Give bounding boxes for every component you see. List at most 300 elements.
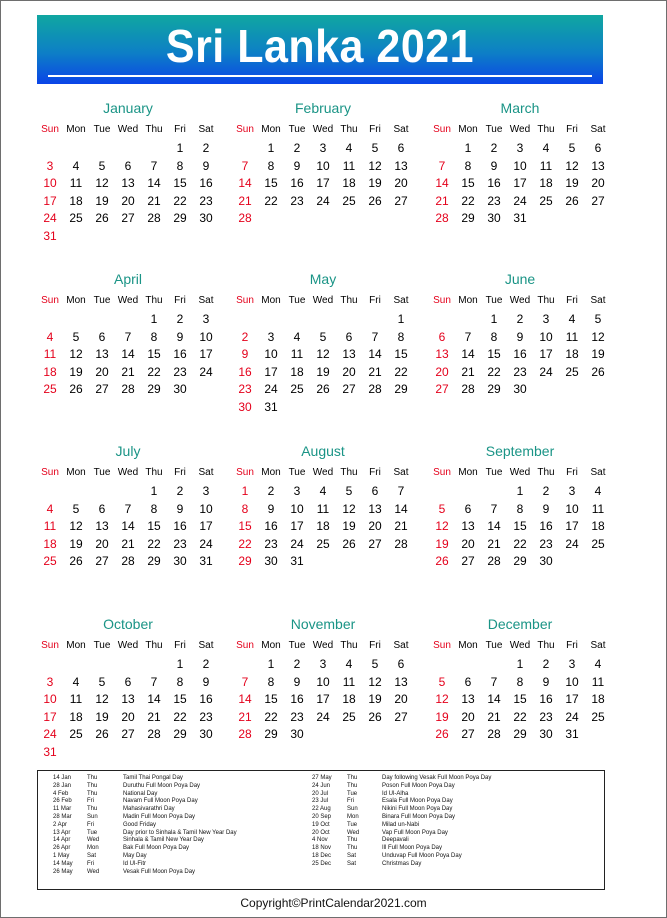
day-cell: 27 (95, 382, 109, 397)
month-name: March (500, 100, 540, 116)
day-cell: 21 (368, 364, 382, 379)
holiday-row (312, 853, 592, 861)
day-cell: 13 (435, 347, 449, 362)
day-cell: 19 (69, 536, 83, 551)
weekday-header: Fri (174, 124, 186, 135)
weekday-header: Fri (566, 124, 578, 135)
day-cell: 1 (150, 484, 158, 498)
weekday-header: Mon (458, 124, 478, 135)
weekday-header: Sun (41, 295, 59, 306)
weekday-header: Mon (458, 640, 478, 651)
day-cell: 6 (124, 674, 132, 689)
day-cell: 26 (368, 709, 382, 724)
day-cell: 20 (461, 536, 475, 551)
day-cell: 9 (176, 501, 184, 516)
day-cell: 13 (121, 692, 135, 707)
weekday-header: Thu (145, 295, 163, 306)
day-cell: 21 (147, 193, 161, 208)
weekday-header: Tue (485, 640, 503, 651)
holiday-day: Tue (347, 821, 358, 828)
day-cell: 25 (43, 554, 57, 569)
holiday-name: Ill Full Moon Poya Day (382, 845, 443, 852)
day-cell: 5 (438, 501, 446, 516)
holiday-date: 28 Jan (53, 782, 72, 789)
day-cell: 10 (264, 347, 278, 362)
day-cell: 9 (542, 501, 550, 516)
holiday-day: Sun (87, 813, 98, 820)
day-cell: 20 (121, 193, 135, 208)
holiday-name: Vap Full Moon Poya Day (382, 829, 448, 836)
day-cell: 26 (95, 211, 109, 226)
weekday-header: Fri (369, 124, 381, 135)
day-cell: 27 (591, 193, 605, 208)
day-cell: 13 (394, 158, 408, 173)
day-cell: 16 (199, 176, 213, 191)
holiday-name: Poson Full Moon Poya Day (382, 782, 455, 789)
holiday-date: 23 Jul (312, 798, 329, 805)
day-cell: 26 (69, 382, 83, 397)
day-cell: 9 (293, 158, 301, 173)
day-cell: 22 (513, 709, 527, 724)
holiday-day: Wed (87, 837, 100, 844)
day-cell: 11 (290, 347, 304, 362)
weekday-header: Sun (41, 640, 59, 651)
day-cell: 2 (490, 141, 498, 155)
weekday-header: Sat (198, 640, 214, 651)
weekday-header: Tue (288, 295, 306, 306)
weekday-header: Mon (261, 124, 281, 135)
day-cell: 9 (202, 674, 210, 689)
day-cell: 30 (264, 554, 278, 569)
day-cell: 19 (69, 364, 83, 379)
day-cell: 4 (594, 657, 602, 671)
weekday-header: Sat (393, 640, 409, 651)
weekday-header: Sat (590, 295, 606, 306)
weekday-header: Fri (369, 640, 381, 651)
weekday-header: Sat (393, 124, 409, 135)
day-cell: 30 (238, 400, 252, 414)
day-cell: 8 (267, 674, 275, 689)
holiday-row (53, 830, 313, 838)
day-cell: 13 (95, 347, 109, 362)
day-cell: 28 (238, 727, 252, 742)
day-cell: 21 (121, 536, 135, 551)
weekday-header: Fri (369, 295, 381, 306)
day-cell: 1 (490, 312, 498, 326)
weekday-header: Mon (261, 467, 281, 478)
holiday-date: 22 Aug (312, 806, 331, 813)
day-cell: 19 (316, 364, 330, 379)
day-cell: 1 (150, 312, 158, 326)
day-cell: 17 (264, 364, 278, 379)
day-cell: 24 (43, 727, 57, 742)
holiday-row (312, 861, 592, 869)
day-cell: 19 (368, 176, 382, 191)
month-january (37, 100, 219, 260)
holiday-date: 20 Jul (312, 790, 329, 797)
holiday-day: Tue (347, 790, 358, 797)
day-cell: 16 (173, 347, 187, 362)
day-cell: 3 (319, 657, 327, 671)
day-cell: 27 (394, 709, 408, 724)
weekday-header: Mon (261, 295, 281, 306)
day-cell: 6 (124, 158, 132, 173)
day-cell: 24 (565, 709, 579, 724)
day-cell: 5 (72, 501, 80, 516)
day-cell: 12 (435, 519, 449, 534)
day-cell: 5 (371, 657, 379, 671)
day-cell: 20 (342, 364, 356, 379)
weekday-header: Tue (485, 467, 503, 478)
day-cell: 9 (542, 674, 550, 689)
weekday-header: Fri (566, 640, 578, 651)
day-cell: 24 (43, 211, 57, 226)
day-cell: 18 (316, 519, 330, 534)
day-cell: 18 (342, 692, 356, 707)
weekday-header: Fri (174, 295, 186, 306)
day-cell: 7 (490, 501, 498, 516)
holiday-name: Madin Full Moon Poya Day (123, 813, 196, 820)
weekday-header: Thu (537, 295, 555, 306)
weekday-header: Sun (41, 467, 59, 478)
day-cell: 3 (568, 484, 576, 498)
day-cell: 30 (173, 554, 187, 569)
day-cell: 3 (319, 141, 327, 155)
holiday-day: Tue (87, 829, 98, 836)
day-cell: 20 (394, 176, 408, 191)
day-cell: 3 (293, 484, 301, 498)
day-cell: 9 (202, 158, 210, 173)
month-name: February (294, 100, 352, 116)
holiday-date: 2 Apr (53, 821, 68, 828)
day-cell: 17 (316, 176, 330, 191)
day-cell: 7 (464, 329, 472, 344)
day-cell: 17 (43, 709, 57, 724)
weekday-header: Sun (236, 295, 254, 306)
day-cell: 15 (238, 519, 252, 534)
holiday-name: Navam Full Moon Poya Day (123, 798, 198, 805)
day-cell: 6 (371, 484, 379, 498)
weekday-header: Sat (590, 467, 606, 478)
day-cell: 7 (371, 329, 379, 344)
day-cell: 27 (435, 382, 449, 397)
holiday-row (53, 837, 313, 845)
day-cell: 13 (394, 674, 408, 689)
weekday-header: Wed (312, 467, 334, 478)
day-cell: 27 (394, 193, 408, 208)
day-cell: 11 (591, 674, 605, 689)
holiday-name: Milad un-Nabi (382, 821, 420, 828)
day-cell: 24 (199, 364, 213, 379)
day-cell: 13 (121, 176, 135, 191)
weekday-header: Tue (93, 124, 111, 135)
holiday-name: Good Friday (123, 821, 157, 828)
holiday-date: 11 Mar (53, 806, 72, 813)
day-cell: 11 (69, 176, 83, 191)
day-cell: 1 (516, 484, 524, 498)
day-cell: 21 (487, 709, 501, 724)
holiday-name: Day prior to Sinhala & Tamil New Year Day (123, 829, 237, 836)
day-cell: 16 (539, 692, 553, 707)
day-cell: 29 (147, 554, 161, 569)
holiday-row (312, 822, 592, 830)
day-cell: 12 (95, 692, 109, 707)
day-cell: 12 (316, 347, 330, 362)
day-cell: 22 (461, 193, 475, 208)
day-cell: 22 (173, 193, 187, 208)
holiday-row (53, 798, 313, 806)
day-cell: 5 (568, 141, 576, 155)
day-cell: 28 (435, 211, 449, 226)
day-cell: 16 (290, 176, 304, 191)
day-cell: 4 (542, 141, 550, 155)
holiday-date: 19 Oct (312, 821, 330, 828)
month-name: July (115, 443, 141, 459)
day-cell: 12 (69, 347, 83, 362)
holiday-name: Id Ul-Alha (382, 790, 409, 797)
day-cell: 5 (594, 312, 602, 326)
day-cell: 15 (461, 176, 475, 191)
day-cell: 26 (95, 727, 109, 742)
holiday-name: Binara Full Moon Poya Day (382, 813, 456, 820)
day-cell: 7 (490, 674, 498, 689)
day-cell: 16 (513, 347, 527, 362)
weekday-header: Tue (288, 640, 306, 651)
holiday-day: Mon (347, 813, 359, 820)
weekday-header: Sun (41, 124, 59, 135)
day-cell: 6 (98, 501, 106, 516)
day-cell: 15 (147, 519, 161, 534)
weekday-header: Tue (485, 124, 503, 135)
holiday-row (312, 775, 592, 783)
weekday-header: Thu (340, 467, 358, 478)
day-cell: 11 (591, 501, 605, 516)
weekday-header: Wed (117, 640, 139, 651)
day-cell: 26 (69, 554, 83, 569)
day-cell: 21 (394, 519, 408, 534)
day-cell: 19 (435, 536, 449, 551)
day-cell: 2 (293, 141, 301, 155)
day-cell: 30 (487, 211, 501, 226)
day-cell: 29 (173, 727, 187, 742)
day-cell: 26 (435, 554, 449, 569)
day-cell: 15 (513, 692, 527, 707)
day-cell: 11 (69, 692, 83, 707)
holiday-row (312, 845, 592, 853)
weekday-header: Tue (288, 467, 306, 478)
day-cell: 17 (199, 347, 213, 362)
month-december (429, 616, 611, 776)
day-cell: 17 (565, 692, 579, 707)
day-cell: 23 (238, 382, 252, 397)
day-cell: 9 (490, 158, 498, 173)
day-cell: 1 (241, 484, 249, 498)
day-cell: 29 (461, 211, 475, 226)
day-cell: 23 (173, 536, 187, 551)
day-cell: 12 (342, 501, 356, 516)
day-cell: 23 (539, 709, 553, 724)
day-cell: 13 (95, 519, 109, 534)
day-cell: 22 (173, 709, 187, 724)
day-cell: 4 (345, 657, 353, 671)
month-november (232, 616, 414, 776)
copyright-footer: Copyright©PrintCalendar2021.com (240, 896, 427, 910)
weekday-header: Sun (236, 124, 254, 135)
day-cell: 2 (202, 141, 210, 155)
holiday-name: Unduvap Full Moon Poya Day (382, 852, 462, 859)
month-name: October (103, 616, 153, 632)
day-cell: 19 (565, 176, 579, 191)
holiday-day: Thu (347, 782, 358, 789)
month-february (232, 100, 414, 260)
day-cell: 24 (290, 536, 304, 551)
day-cell: 25 (69, 211, 83, 226)
day-cell: 27 (95, 554, 109, 569)
day-cell: 27 (121, 211, 135, 226)
day-cell: 21 (487, 536, 501, 551)
weekday-header: Sun (236, 640, 254, 651)
day-cell: 4 (293, 329, 301, 344)
day-cell: 25 (316, 536, 330, 551)
day-cell: 28 (487, 554, 501, 569)
weekday-header: Wed (312, 640, 334, 651)
day-cell: 23 (487, 193, 501, 208)
day-cell: 18 (591, 692, 605, 707)
day-cell: 25 (290, 382, 304, 397)
day-cell: 15 (173, 692, 187, 707)
day-cell: 18 (591, 519, 605, 534)
day-cell: 22 (147, 536, 161, 551)
day-cell: 18 (43, 536, 57, 551)
holiday-day: Sat (87, 852, 97, 859)
month-september (429, 443, 611, 603)
day-cell: 23 (539, 536, 553, 551)
weekday-header: Fri (566, 295, 578, 306)
day-cell: 8 (150, 501, 158, 516)
day-cell: 18 (69, 193, 83, 208)
weekday-header: Wed (117, 124, 139, 135)
holiday-date: 4 Feb (53, 790, 69, 797)
day-cell: 2 (293, 657, 301, 671)
weekday-header: Tue (93, 640, 111, 651)
holiday-day: Wed (347, 829, 360, 836)
holiday-row (312, 806, 592, 814)
day-cell: 3 (267, 329, 275, 344)
day-cell: 25 (342, 193, 356, 208)
day-cell: 14 (487, 519, 501, 534)
holiday-date: 4 Nov (312, 837, 328, 844)
weekday-header: Thu (340, 640, 358, 651)
day-cell: 6 (438, 329, 446, 344)
holiday-name: Mahasivarathri Day (123, 806, 175, 813)
month-name: September (485, 443, 555, 459)
holiday-row (53, 822, 313, 830)
holiday-date: 26 May (53, 868, 73, 875)
holiday-date: 1 May (53, 852, 70, 859)
day-cell: 29 (487, 382, 501, 397)
day-cell: 19 (95, 709, 109, 724)
day-cell: 1 (267, 657, 275, 671)
day-cell: 3 (568, 657, 576, 671)
day-cell: 17 (199, 519, 213, 534)
day-cell: 19 (591, 347, 605, 362)
day-cell: 22 (394, 364, 408, 379)
day-cell: 9 (267, 501, 275, 516)
weekday-header: Tue (485, 295, 503, 306)
holiday-name: National Day (123, 790, 158, 797)
weekday-header: Sat (590, 640, 606, 651)
day-cell: 20 (95, 364, 109, 379)
weekday-header: Mon (261, 640, 281, 651)
day-cell: 20 (394, 692, 408, 707)
day-cell: 22 (264, 709, 278, 724)
day-cell: 8 (516, 501, 524, 516)
day-cell: 4 (594, 484, 602, 498)
holiday-date: 26 Apr (53, 845, 71, 852)
holiday-name: May Day (123, 852, 147, 859)
day-cell: 7 (124, 329, 132, 344)
holiday-name: Deepavali (382, 837, 409, 844)
weekday-header: Sun (433, 124, 451, 135)
day-cell: 10 (565, 674, 579, 689)
weekday-header: Wed (117, 295, 139, 306)
holiday-day: Fri (347, 798, 354, 805)
day-cell: 12 (565, 158, 579, 173)
day-cell: 4 (568, 312, 576, 326)
holiday-day: Fri (87, 798, 94, 805)
day-cell: 12 (368, 158, 382, 173)
day-cell: 8 (176, 158, 184, 173)
day-cell: 15 (264, 176, 278, 191)
day-cell: 6 (98, 329, 106, 344)
day-cell: 23 (199, 193, 213, 208)
day-cell: 10 (290, 501, 304, 516)
month-name: January (103, 100, 153, 116)
day-cell: 2 (267, 484, 275, 498)
day-cell: 27 (121, 727, 135, 742)
day-cell: 13 (342, 347, 356, 362)
day-cell: 30 (173, 382, 187, 397)
day-cell: 29 (394, 382, 408, 397)
day-cell: 28 (121, 554, 135, 569)
day-cell: 20 (461, 709, 475, 724)
day-cell: 27 (342, 382, 356, 397)
day-cell: 17 (43, 193, 57, 208)
day-cell: 14 (238, 176, 252, 191)
weekday-header: Tue (288, 124, 306, 135)
day-cell: 7 (241, 674, 249, 689)
day-cell: 2 (542, 484, 550, 498)
day-cell: 10 (199, 329, 213, 344)
day-cell: 24 (565, 536, 579, 551)
weekday-header: Wed (509, 467, 531, 478)
day-cell: 2 (516, 312, 524, 326)
day-cell: 25 (565, 364, 579, 379)
day-cell: 17 (316, 692, 330, 707)
day-cell: 13 (591, 158, 605, 173)
day-cell: 20 (121, 709, 135, 724)
day-cell: 22 (264, 193, 278, 208)
month-august (232, 443, 414, 603)
holiday-row (312, 837, 592, 845)
weekday-header: Wed (509, 295, 531, 306)
day-cell: 10 (43, 176, 57, 191)
weekday-header: Sun (433, 295, 451, 306)
day-cell: 21 (121, 364, 135, 379)
holiday-row (312, 791, 592, 799)
holiday-row (53, 783, 313, 791)
weekday-header: Tue (93, 467, 111, 478)
